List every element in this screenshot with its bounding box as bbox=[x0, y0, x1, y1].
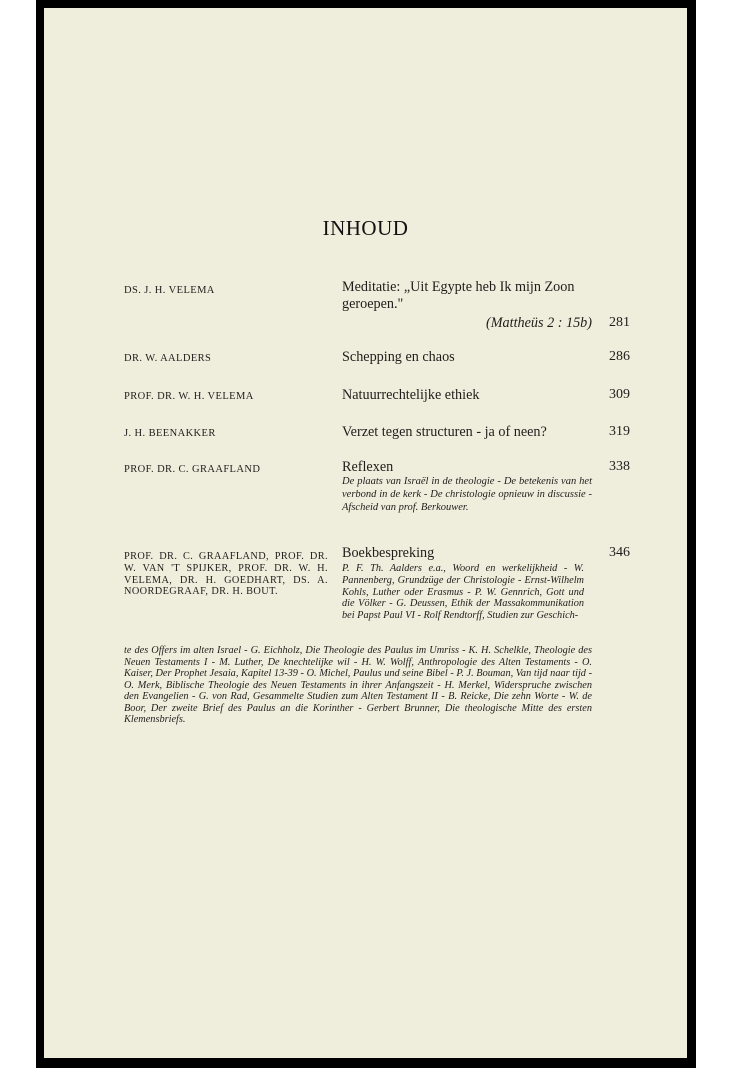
entry-title: Verzet tegen structuren - ja of neen? bbox=[342, 424, 547, 440]
entry-author: DS. J. H. VELEMA bbox=[124, 285, 215, 296]
entry-title: Reflexen bbox=[342, 459, 394, 475]
entry-author: J. H. BEENAKKER bbox=[124, 428, 216, 439]
entry-page-number: 281 bbox=[609, 315, 630, 330]
review-list-continued: te des Offers im alten Israel - G. Eichholz, Die Theologie des Paulus im Umriss - K. H. Schelkle, Theologie des Neuen Testaments I - M. Luther, De knechtelijke wil - H. W. Wolff, Anthropologie des Alten Testaments - O. Kaiser, Der Prophet Jesaia, Kapitel 13-39 - O. Michel, Paulus und seine Bibel - P. J. Bouman, Van tijd naar tijd - O. Merk, Biblische Theologie des Neuen Testaments in ihrer Anfangszeit - H. Merkel, Widerspruche zwischen den Evangelien - G. von Rad, Gesammelte Studien zum Alten Testament II - B. Reicke, Die zehn Worte - W. de Boor, Der zweite Brief des Paulus an die Korinther - Gerbert Brunner, Die theologische Mitte des ersten Klemensbriefs. bbox=[124, 645, 592, 725]
entry-title: Meditatie: „Uit Egypte heb Ik mijn Zoon geroepen." bbox=[342, 279, 575, 312]
entry-title: Schepping en chaos bbox=[342, 349, 455, 365]
entry-title: Natuurrechtelijke ethiek bbox=[342, 387, 480, 403]
entry-author: PROF. DR. C. GRAAFLAND bbox=[124, 464, 261, 475]
entry-author: PROF. DR. W. H. VELEMA bbox=[124, 391, 254, 402]
page-title: INHOUD bbox=[322, 216, 409, 240]
entry-author: PROF. DR. C. GRAAFLAND, PROF. DR. W. VAN 'T SPIJKER, PROF. DR. W. H. VELEMA, DR. H. GOEDHART, DS. A. NOORDEGRAAF, DR. H. BOUT. bbox=[124, 551, 328, 598]
entry-author: DR. W. AALDERS bbox=[124, 353, 212, 364]
document-page bbox=[44, 8, 687, 1058]
entry-subtitle: De plaats van Israël in de theologie - De betekenis van het verbond in de kerk - De christologie opnieuw in discussie - Afscheid van prof. Berkouwer. bbox=[342, 476, 592, 513]
entry-page-number: 286 bbox=[609, 349, 630, 364]
review-list: P. F. Th. Aalders e.a., Woord en werkelijkheid - W. Pannenberg, Grundzüge der Christologie - Ernst-Wilhelm Kohls, Luther oder Erasmus - P. W. Gennrich, Gott und die Völker - G. Deussen, Ethik der Massakommunikation bei Papst Paul VI - Rolf Rendtorff, Studien zur Geschich- bbox=[342, 563, 584, 622]
entry-title: Boekbespreking bbox=[342, 545, 435, 561]
entry-page-number: 346 bbox=[609, 545, 630, 560]
entry-page-number: 309 bbox=[609, 387, 630, 402]
entry-page-number: 338 bbox=[609, 459, 630, 474]
entry-citation: (Mattheüs 2 : 15b) bbox=[486, 315, 592, 331]
entry-page-number: 319 bbox=[609, 424, 630, 439]
